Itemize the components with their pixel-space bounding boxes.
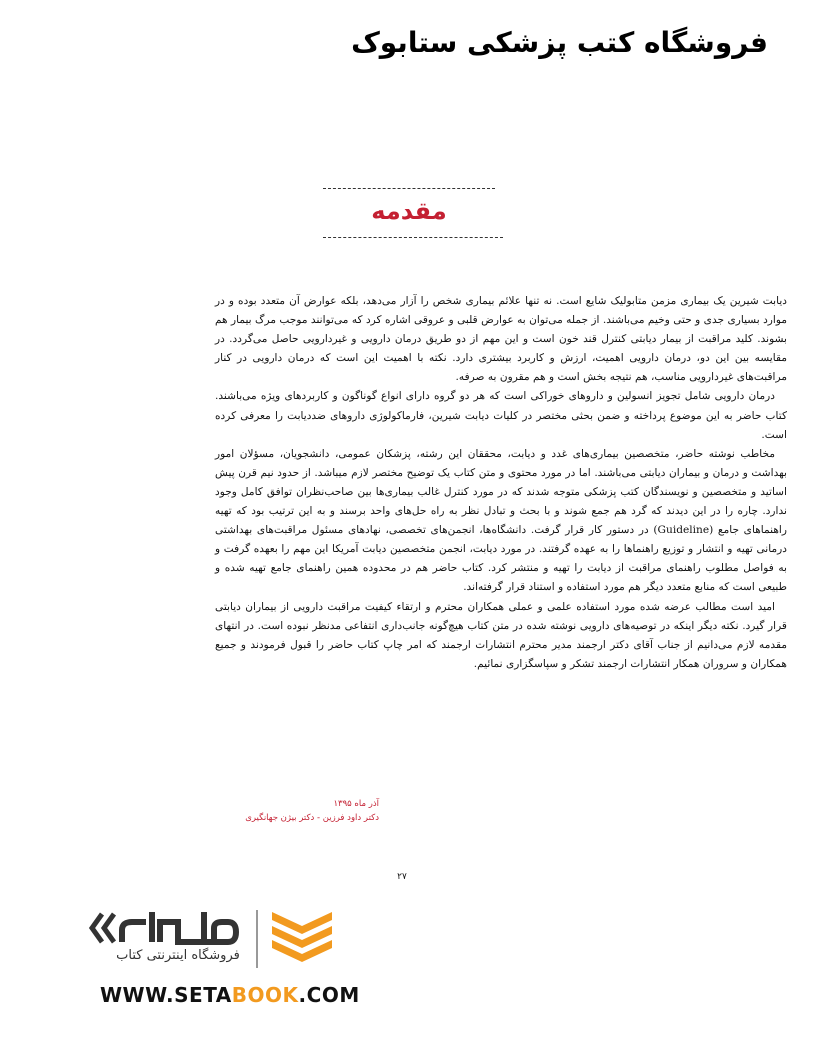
url-part: WWW.SETA xyxy=(100,983,232,1007)
website-url xyxy=(100,983,360,1007)
signature-authors: دکتر داود فرزین - دکتر بیژن جهانگیری xyxy=(245,813,379,823)
page-number: ۲۷ xyxy=(397,872,407,882)
paragraph: امید است مطالب عرضه شده مورد استفاده علمی و عملی همکاران محترم و ارتقاء کیفیت مراقبت دارویی از بیماران دیابتی قرار گیرد. نکته دیگر اینکه در توصیه‌های دارویی نوشته شده در متن کتاب هیچ‌گونه جانب‌داری انتفاعی مدنظر نبوده است. در انتهای مقدمه لازم می‌دانیم از جناب آقای دکتر ارجمند مدیر محترم انتشارات ارجمند که امر چاپ کتاب حاضر را قبول فرمودند و جمیع همکاران و سروران همکار انتشارات ارجمند تشکر و سپاسگزاری نمائیم. xyxy=(215,600,787,670)
section-heading: مقدمه xyxy=(371,197,447,225)
setabook-logo xyxy=(88,902,350,982)
setabook-logo-mark-icon xyxy=(88,902,350,982)
paragraph: درمان دارویی شامل تجویز انسولین و داروهای خوراکی است که هر دو گروه دارای انواع گوناگون و کاربردهای ویژه می‌باشند. کتاب حاضر به این موضوع پرداخته و ضمن بحثی مختصر در کلیات دیابت شیرین، فارماکولوژی داروهای ضددیابت را معرفی کرده است. xyxy=(215,390,787,441)
logo-tagline: فروشگاه اینترنتی کتاب xyxy=(116,948,240,963)
heading-bottom-divider xyxy=(323,237,503,238)
signature-date: آذر ماه ۱۳۹۵ xyxy=(333,799,379,809)
paragraph: دیابت شیرین یک بیماری مزمن متابولیک شایع است. نه تنها علائم بیماری شخص را آزار می‌دهد، بلکه عوارض آن متعدد بوده و در موارد بسیاری جدی و حتی وخیم می‌باشند. از جمله می‌توان به عوارض قلبی و عروقی اشاره کرد که می‌توانند موجب مرگ بیمار هم بشوند. کلید مراقبت از بیمار دیابتی کنترل قند خون است و این مهم از دو طریق درمان دارویی و غیردارویی حاصل می‌گردد. در مقایسه بین این دو، درمان دارویی اهمیت، ارزش و کاربرد بیشتری دارد. نکته با اهمیت این است که درمان دارویی در کنار مراقبت‌های غیردارویی مناسب، هم نتیجه بخش است و هم مقرون به صرفه. xyxy=(215,295,787,384)
paragraph: مخاطب نوشته حاضر، متخصصین بیماری‌های غدد و دیابت، محققان این رشته، پزشکان عمومی، دانشجویان، مسؤلان امور بهداشت و درمان و بیماران دیابتی می‌باشند. اما در مورد محتوی و متن کتاب یک توضیح مختصر لازم میباشد. از حدود نیم قرن پیش اساتید و متخصصین و نویسندگان کتب پزشکی متوجه شدند که در مورد کنترل غالب بیماری‌ها بین صاحب‌نظران توافق کامل وجود ندارد. چاره را در این دیدند که گرد هم جمع شوند و با بحث و تبادل نظر به راه حل‌های واحد برسند و به این ترتیب بود که تهیه راهنماهای جامع (Guideline) در دستور کار قرار گرفت. دانشگاه‌ها، انجمن‌های تخصصی، نهادهای مسئول مراقبت‌های بهداشتی درمانی تهیه و انتشار و توزیع راهنماها را به عهده گرفتند. در مورد دیابت، انجمن متخصصین دیابت آمریکا این مهم را بعهده گرفت و به فواصل مطلوب راهنمای مراقبت از دیابت را تهیه و منتشر کرد. کتاب حاضر هم در محدوده همین راهنمای جامع تهیه شده و طبیعی است که منابع متعدد دیگر هم مورد استفاده و استناد قرار گرفته‌اند. xyxy=(215,447,787,594)
signature-block xyxy=(245,797,379,825)
url-part-accent: BOOK xyxy=(231,983,299,1007)
store-title: فروشگاه کتب پزشکی ستابوک xyxy=(351,26,768,59)
heading-top-divider xyxy=(323,188,495,189)
url-part: .COM xyxy=(298,983,360,1007)
introduction-body xyxy=(215,292,787,674)
